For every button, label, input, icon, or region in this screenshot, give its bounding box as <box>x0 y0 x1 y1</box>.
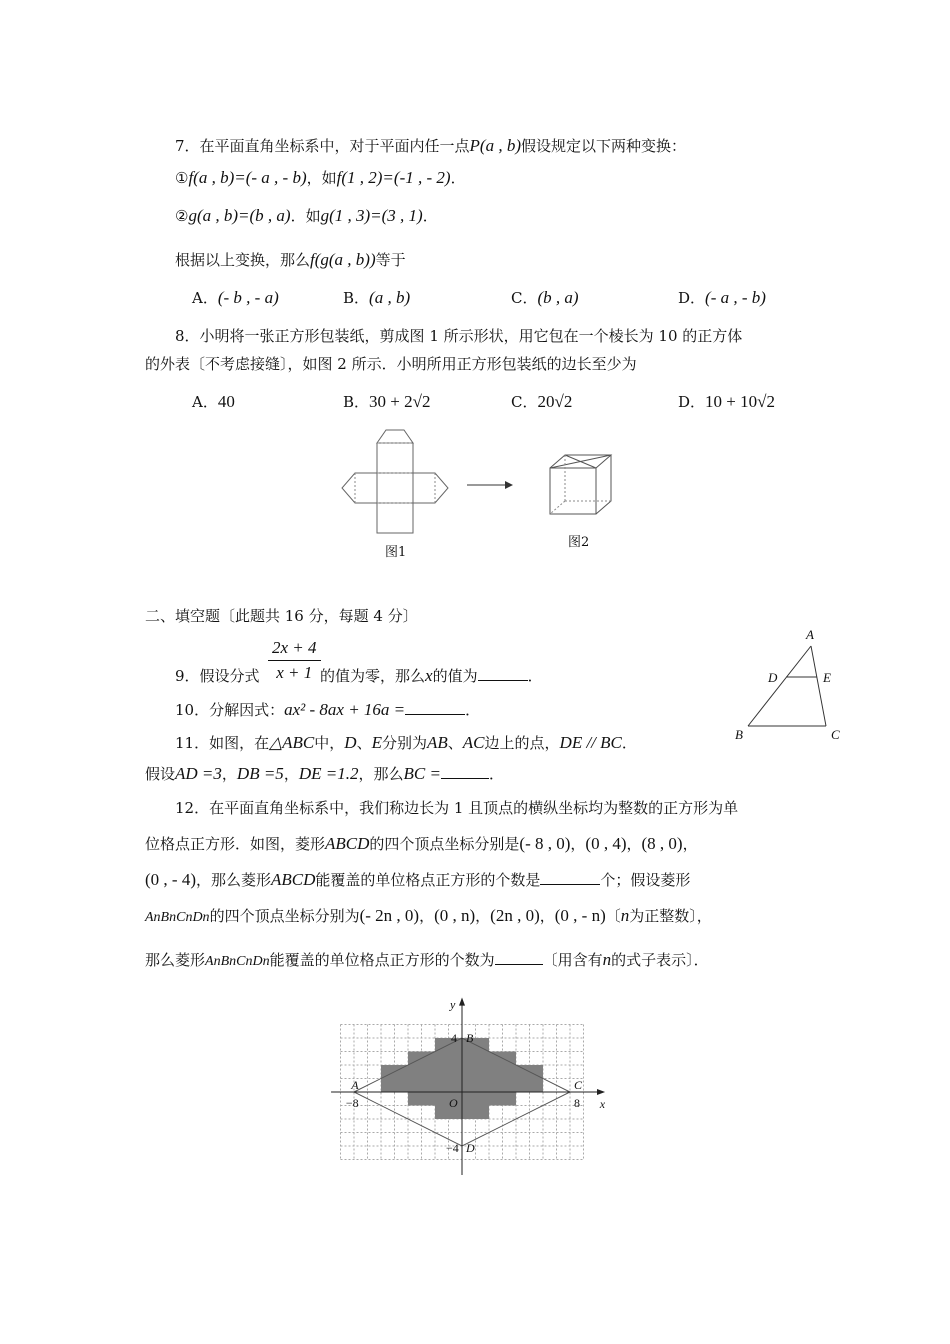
coord-b: (0 , 4) <box>585 834 627 853</box>
y-axis-arrow-icon <box>459 998 465 1006</box>
given-ad: AD =3 <box>175 764 222 783</box>
option-label: A． <box>192 289 218 307</box>
q7-option-b[interactable] <box>343 288 410 308</box>
q12-text: 为正整数〕， <box>629 907 712 925</box>
net-face-center <box>377 473 413 503</box>
q10-line <box>175 700 480 720</box>
q12-text: 〔用含有 <box>542 951 603 969</box>
q12-text: 能覆盖的单位格点正方形的个数是 <box>315 871 541 889</box>
vertex-b-label: B <box>466 1031 474 1045</box>
variable-n: n <box>602 950 612 969</box>
q12-text: 个；假设菱形 <box>600 871 691 889</box>
net-top-flap <box>377 430 413 443</box>
q12-coordinate-graph <box>330 990 620 1175</box>
circle-one: ① <box>175 169 189 187</box>
q9-fraction <box>268 638 321 683</box>
q7-text: 等于 <box>375 251 406 269</box>
q7-text: 假设规定以下两种变换： <box>521 137 687 155</box>
figure-2-cube <box>545 450 615 520</box>
label-d: D <box>768 670 778 685</box>
option-value: 30 + 2√2 <box>369 392 431 411</box>
q11-triangle-figure <box>730 626 845 744</box>
triangle-abc: △ABC <box>269 733 315 752</box>
origin-label: O <box>449 1096 458 1110</box>
separator: 、 <box>447 734 463 752</box>
q12-line3 <box>145 870 690 890</box>
label-c: C <box>831 727 840 742</box>
q11-text: ，那么 <box>358 765 404 783</box>
tick-8: 8 <box>574 1096 581 1110</box>
q12-line1: 12．在平面直角坐标系中，我们称边长为 1 且顶点的横纵坐标均为整数的正方形为单 <box>175 799 739 817</box>
separator: ， <box>570 835 586 853</box>
q12-line2 <box>145 834 698 854</box>
label-a: A <box>806 627 814 642</box>
paren: 〔 <box>605 907 621 925</box>
option-value: (- a , - b) <box>705 288 766 307</box>
answer-blank[interactable] <box>441 764 489 779</box>
q11-text: 中， <box>314 734 345 752</box>
f-definition: f(a , b)=(- a , - b) <box>188 168 307 187</box>
q9-prefix: 9．假设分式 <box>175 667 260 685</box>
q7-text: 根据以上变换，那么 <box>175 251 311 269</box>
q11-text: 11．如图，在 <box>175 734 270 752</box>
composite-expr: f(g(a , b)) <box>310 250 376 269</box>
rhombus-abcd: ABCD <box>271 870 316 889</box>
q12-text: ，那么菱形 <box>195 871 271 889</box>
period: ． <box>621 734 637 752</box>
period: ． <box>527 667 543 685</box>
q7-text: ．如 <box>290 207 321 225</box>
option-value: (- b , - a) <box>217 288 279 307</box>
q9-text: 的值为零，那么 <box>320 667 426 685</box>
separator: ， <box>283 765 299 783</box>
q11-text: 假设 <box>145 765 176 783</box>
figure-2-caption: 图2 <box>568 535 590 550</box>
y-axis-label: y <box>450 997 456 1012</box>
tick-4: 4 <box>451 1031 457 1045</box>
label-b: B <box>735 727 743 742</box>
net-right-flap <box>413 473 448 503</box>
section-2-title: 二、填空题〔此题共 16 分，每题 4 分〕 <box>145 607 418 625</box>
q11-line2 <box>145 764 504 784</box>
q11-text: 边上的点， <box>484 734 560 752</box>
option-value: (b , a) <box>537 288 579 307</box>
q8-option-b[interactable] <box>343 392 430 412</box>
coord-an: (- 2n , 0) <box>359 906 420 925</box>
coord-dn: (0 , - n) <box>554 906 606 925</box>
option-label: D． <box>678 289 706 307</box>
q12-text: 的四个顶点坐标分别是 <box>369 835 520 853</box>
q12-text: 的式子表示〕． <box>611 951 709 969</box>
segment-ab: AB <box>427 733 448 752</box>
arrow-icon <box>465 478 515 492</box>
circle-two: ② <box>175 207 189 225</box>
g-example: g(1 , 3)=(3 , 1) <box>320 206 423 225</box>
q7-ask <box>175 250 406 270</box>
separator: ， <box>475 907 491 925</box>
point-e: E <box>371 733 382 752</box>
parallel-statement: DE // BC <box>559 733 622 752</box>
period: ． <box>450 169 466 187</box>
separator: ， <box>419 907 435 925</box>
net-face-top <box>377 443 413 473</box>
q11-line1 <box>175 733 637 753</box>
q7-option-c[interactable] <box>511 288 579 308</box>
separator: ， <box>221 765 237 783</box>
given-de: DE =1.2 <box>298 764 359 783</box>
q12-text: 能覆盖的单位格点正方形的个数为 <box>269 951 495 969</box>
q8-option-d[interactable] <box>678 392 775 412</box>
g-definition: g(a , b)=(b , a) <box>188 206 291 225</box>
q7-option-a[interactable] <box>192 288 279 308</box>
separator: ， <box>626 835 642 853</box>
cube-front <box>550 468 596 514</box>
q7-line1 <box>175 136 686 156</box>
q7-point: P(a , b) <box>469 136 522 155</box>
q10-text: 10．分解因式： <box>175 701 285 719</box>
option-label: C． <box>511 289 538 307</box>
answer-blank[interactable] <box>540 870 600 885</box>
coord-cn: (2n , 0) <box>490 906 540 925</box>
variable-n: n <box>620 906 630 925</box>
period: ． <box>488 765 504 783</box>
option-value: 10 + 10√2 <box>705 392 775 411</box>
period: ． <box>422 207 438 225</box>
point-d: D <box>344 733 357 752</box>
q7-text: ，如 <box>306 169 337 187</box>
option-label: B． <box>343 393 370 411</box>
answer-blank[interactable] <box>478 666 528 681</box>
q9-rest <box>320 666 543 686</box>
rhombus-an: AnBnCnDn <box>145 910 210 925</box>
q8-line2: 的外表〔不考虑接缝〕，如图 2 所示．小明所用正方形包装纸的边长至少为 <box>145 355 637 373</box>
cube-diag <box>565 455 596 468</box>
q7-option-d[interactable] <box>678 288 766 308</box>
coord-d: (0 , - 4) <box>145 870 196 889</box>
separator: 、 <box>356 734 372 752</box>
net-left-flap <box>342 473 377 503</box>
q8-option-a[interactable] <box>192 392 235 412</box>
vertex-c-label: C <box>574 1078 583 1092</box>
q7-text: 7．在平面直角坐标系中，对于平面内任一点 <box>175 137 470 155</box>
q9-text: 的值为 <box>432 667 478 685</box>
option-value: 40 <box>217 392 235 411</box>
answer-blank[interactable] <box>405 700 465 715</box>
answer-blank[interactable] <box>495 950 543 965</box>
segment-ac: AC <box>462 733 485 752</box>
ask-bc: BC = <box>403 764 441 783</box>
period: ． <box>465 701 481 719</box>
q7-rule-g <box>175 206 438 226</box>
rhombus-abcd: ABCD <box>325 834 370 853</box>
rhombus-an: AnBnCnDn <box>205 954 270 969</box>
coord-c: (8 , 0) <box>641 834 683 853</box>
tick-minus-8: −8 <box>345 1096 359 1110</box>
coord-a: (- 8 , 0) <box>519 834 571 853</box>
coord-bn: (0 , n) <box>434 906 476 925</box>
option-label: D． <box>678 393 706 411</box>
side-ac <box>811 646 826 726</box>
separator: ， <box>682 835 698 853</box>
x-axis-label: x <box>599 1097 606 1111</box>
fraction-denominator: x + 1 <box>276 663 313 682</box>
cube-side <box>596 455 611 514</box>
option-label: A． <box>192 393 218 411</box>
q11-text: 分别为 <box>381 734 427 752</box>
q12-text: 位格点正方形．如图，菱形 <box>145 835 326 853</box>
net-face-bottom <box>377 503 413 533</box>
figure-1-net <box>330 425 460 540</box>
f-example: f(1 , 2)=(-1 , - 2) <box>336 168 451 187</box>
option-value: 20√2 <box>537 392 573 411</box>
q12-text: 的四个顶点坐标分别为 <box>209 907 360 925</box>
option-label: B． <box>343 289 370 307</box>
tick-minus-4: −4 <box>446 1141 459 1155</box>
q12-line5 <box>145 950 709 972</box>
fraction-numerator: 2x + 4 <box>268 638 321 661</box>
side-ab <box>748 646 811 726</box>
vertex-a-label: A <box>351 1078 359 1092</box>
q8-line1: 8．小明将一张正方形包装纸，剪成图 1 所示形状，用它包在一个棱长为 10 的正方体 <box>175 327 743 345</box>
x-axis-arrow-icon <box>597 1089 605 1095</box>
option-label: C． <box>511 393 538 411</box>
figure-1-caption: 图1 <box>385 545 407 560</box>
q7-rule-f <box>175 168 466 188</box>
option-value: (a , b) <box>369 288 411 307</box>
label-e: E <box>823 670 831 685</box>
variable-x: x <box>425 666 433 685</box>
separator: ， <box>539 907 555 925</box>
vertex-d-label: D <box>466 1141 475 1155</box>
given-db: DB =5 <box>236 764 284 783</box>
q12-text: 那么菱形 <box>145 951 206 969</box>
q10-expression: ax² - 8ax + 16a = <box>284 700 406 719</box>
q12-line4 <box>145 906 712 928</box>
q8-option-c[interactable] <box>511 392 572 412</box>
